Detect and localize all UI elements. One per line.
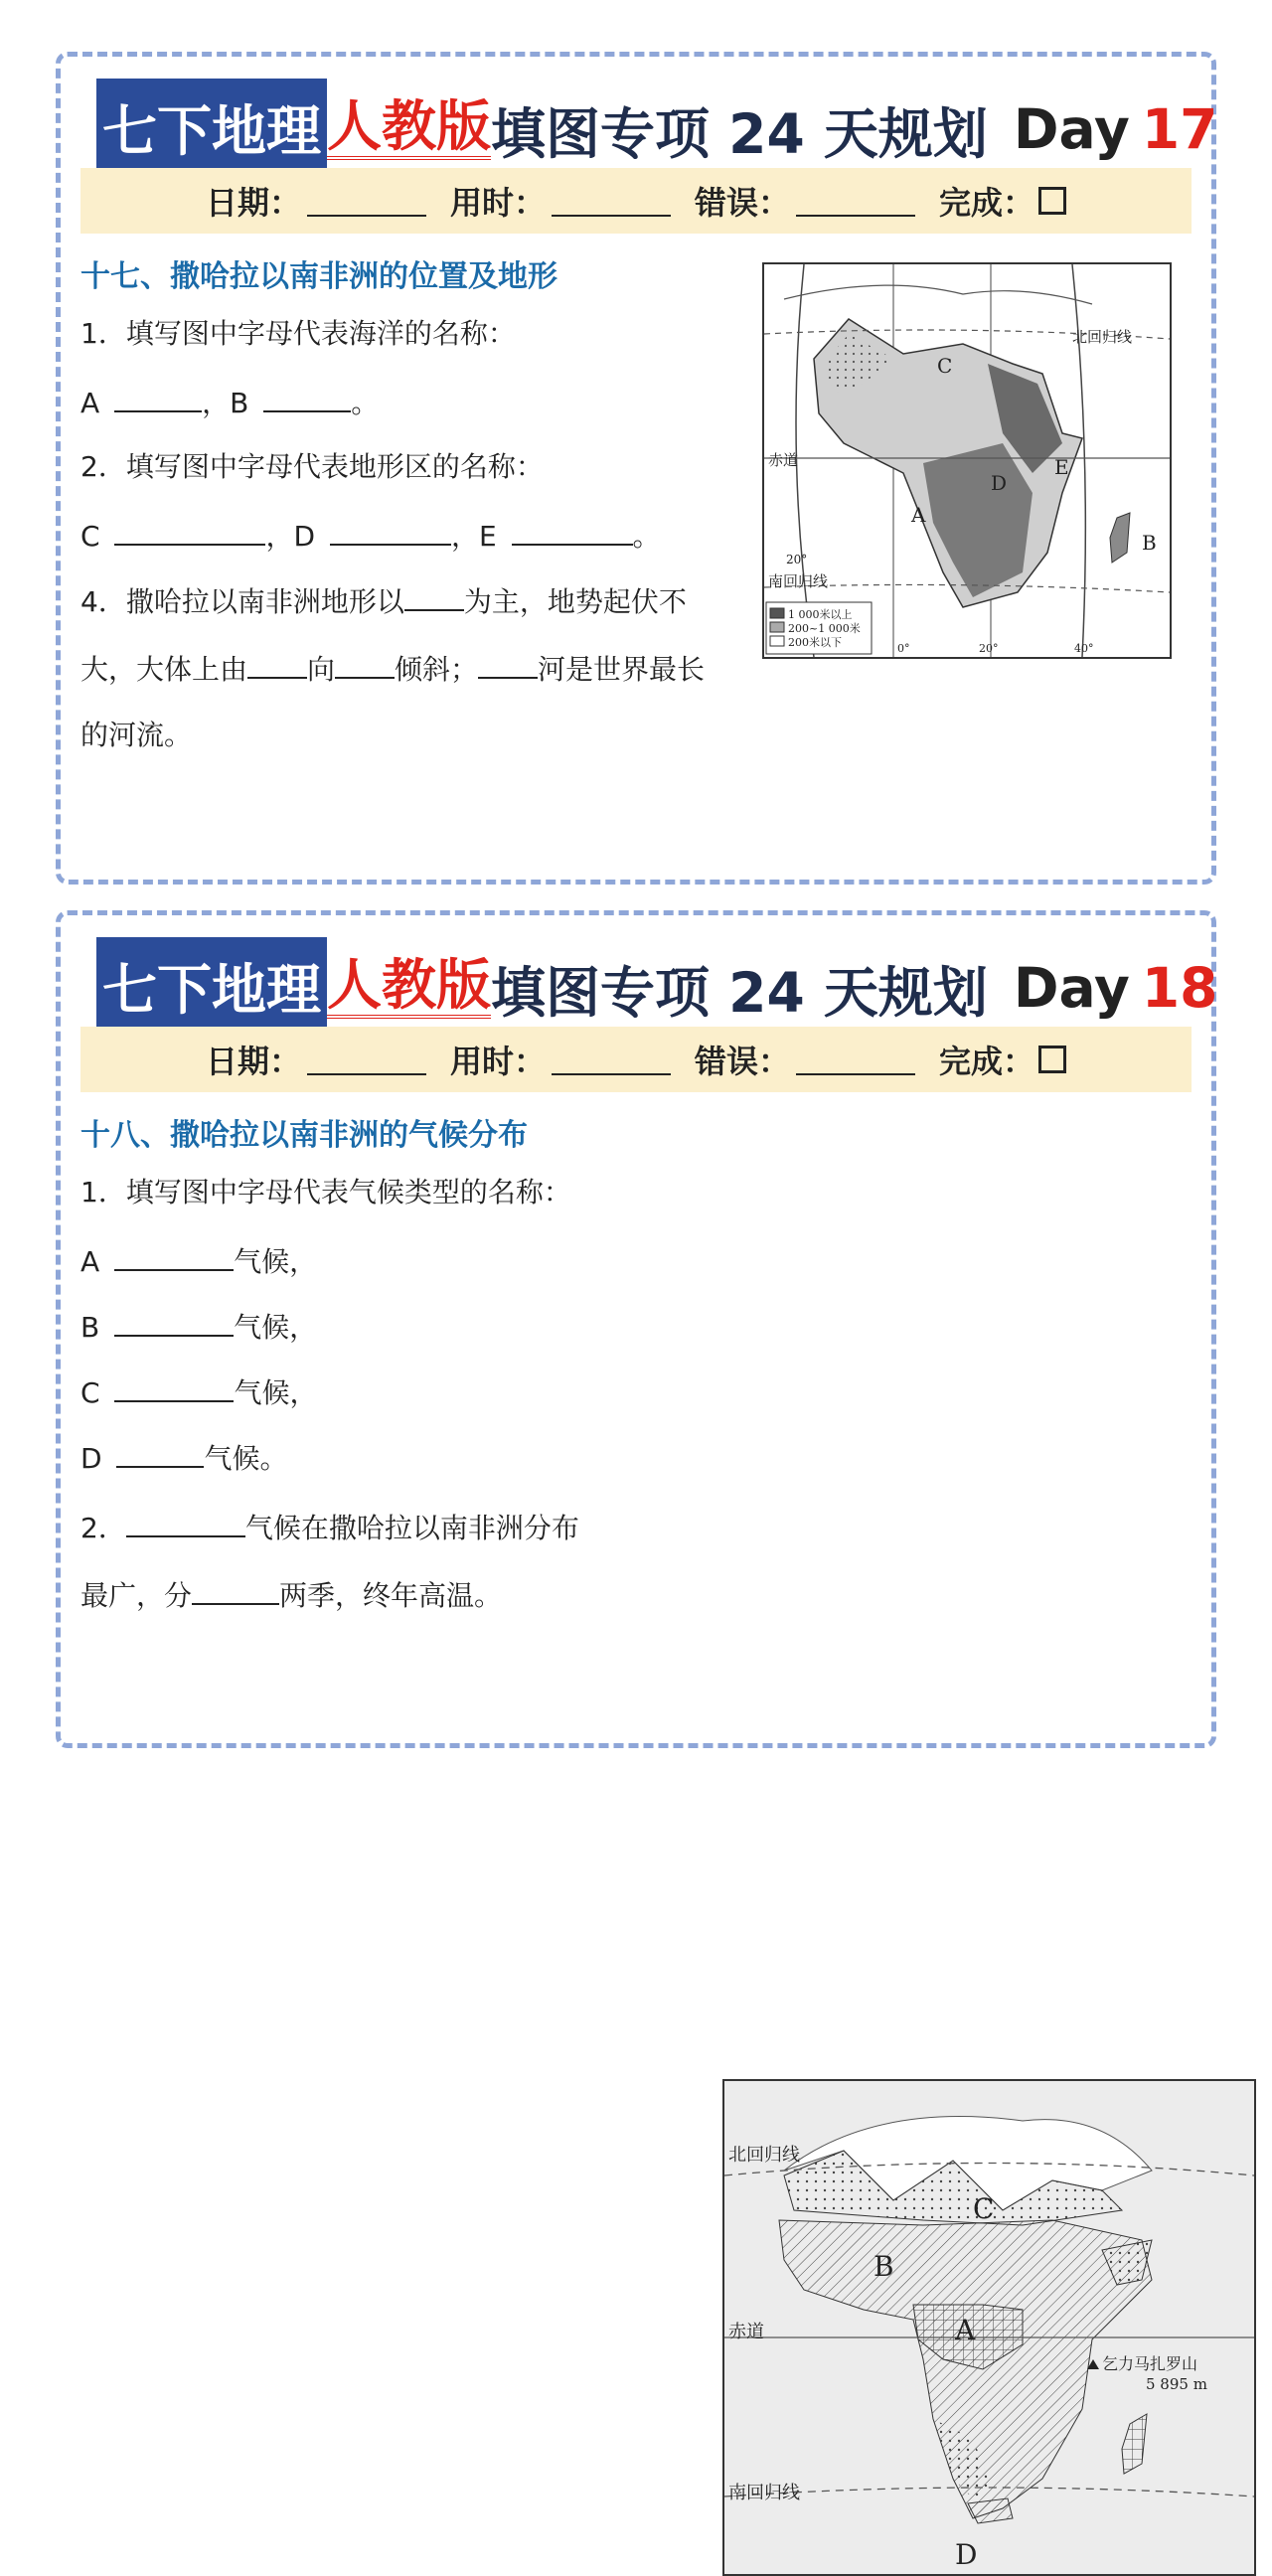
q2-text-3: 最广，分	[80, 1579, 193, 1612]
page-title	[96, 90, 1217, 168]
title-day-word: Day	[1013, 956, 1130, 1020]
section-heading: 十七、撒哈拉以南非洲的位置及地形	[80, 259, 557, 294]
equator-label: 赤道	[728, 2322, 764, 2342]
climate-row-c	[80, 1374, 317, 1410]
question-4-line3: 的河流。	[80, 719, 193, 751]
climate-map-svg	[724, 2081, 1254, 2574]
question-2-line1	[80, 1510, 579, 1545]
mountain-height: 5 895 m	[1146, 2375, 1207, 2393]
label-b: B	[1142, 531, 1157, 555]
lon-20: 20°	[979, 642, 999, 655]
lon-40: 40°	[1074, 642, 1094, 655]
letter-d: ，D	[265, 520, 316, 553]
legend-mid: 200~1 000米	[788, 622, 861, 635]
title-part2: 人教版	[327, 94, 492, 159]
q2-text-4: 两季，终年高温。	[279, 1579, 503, 1612]
suffix-a: 气候，	[234, 1245, 318, 1278]
blank-a[interactable]	[114, 385, 202, 412]
q4-text-3: 大，大体上由	[80, 653, 248, 686]
worksheet-day17	[56, 52, 1216, 885]
label-a: A	[911, 503, 926, 527]
blank-to[interactable]	[335, 651, 395, 679]
blank-river[interactable]	[478, 651, 538, 679]
title-part3: 填图专项 24 天规划	[491, 101, 988, 166]
question-1: 1．填写图中字母代表海洋的名称：	[80, 317, 516, 350]
suffix-b: 气候，	[234, 1311, 318, 1344]
label-a: A	[955, 2314, 976, 2346]
blank-a[interactable]	[114, 1243, 234, 1271]
label-c: C	[973, 2192, 995, 2225]
letter-c: C	[80, 520, 100, 553]
time-blank[interactable]	[552, 1044, 671, 1075]
climate-row-d	[80, 1440, 287, 1476]
errors-label: 错误：	[695, 184, 791, 222]
record-bar	[80, 1027, 1192, 1092]
letter-b: B	[80, 1311, 100, 1344]
legend-high: 1 000米以上	[788, 608, 853, 621]
lon-0: 0°	[897, 642, 910, 655]
question-1-answer-line	[80, 385, 379, 420]
time-label: 用时：	[449, 184, 546, 222]
title-day-number: 17	[1141, 97, 1218, 161]
label-d: D	[955, 2538, 978, 2571]
date-label: 日期：	[205, 184, 301, 222]
title-part1: 七下地理	[96, 79, 327, 174]
question-2-answer-line	[80, 518, 661, 554]
blank-e[interactable]	[512, 518, 633, 546]
suffix-c: 气候，	[234, 1376, 318, 1409]
label-c: C	[937, 354, 953, 378]
q4-text-4: 向	[307, 653, 336, 686]
title-part1: 七下地理	[96, 937, 327, 1033]
blank-b[interactable]	[114, 1309, 234, 1337]
blank-widest[interactable]	[126, 1510, 245, 1537]
question-4-line1	[80, 583, 687, 619]
blank-terrain[interactable]	[404, 583, 464, 611]
tropic-north-label: 北回归线	[1072, 328, 1133, 346]
suffix-d: 气候。	[204, 1442, 288, 1475]
title-part2: 人教版	[327, 953, 492, 1018]
errors-label: 错误：	[695, 1043, 791, 1080]
period: 。	[351, 387, 380, 419]
title-day-word: Day	[1013, 97, 1130, 161]
climate-row-b	[80, 1309, 317, 1345]
done-checkbox[interactable]	[1038, 187, 1066, 215]
errors-blank[interactable]	[796, 1044, 915, 1075]
blank-from[interactable]	[247, 651, 307, 679]
blank-d[interactable]	[116, 1440, 204, 1468]
label-e: E	[1054, 455, 1069, 479]
section-heading: 十八、撒哈拉以南非洲的气候分布	[80, 1118, 528, 1153]
worksheet-day18	[56, 910, 1218, 2571]
terrain-map-svg	[764, 264, 1170, 657]
blank-b[interactable]	[263, 385, 351, 412]
date-blank[interactable]	[307, 1044, 426, 1075]
tropic-north-label: 北回归线	[728, 2145, 800, 2166]
page-title	[96, 949, 1217, 1027]
time-blank[interactable]	[552, 185, 671, 217]
letter-c: C	[80, 1376, 100, 1409]
blank-c[interactable]	[114, 518, 265, 546]
time-label: 用时：	[449, 1043, 546, 1080]
done-checkbox[interactable]	[1038, 1046, 1066, 1073]
title-part3: 填图专项 24 天规划	[491, 960, 988, 1025]
letter-a: A	[80, 387, 100, 419]
date-blank[interactable]	[307, 185, 426, 217]
q4-text-6: 河是世界最长	[538, 653, 706, 686]
climate-row-a	[80, 1243, 317, 1279]
letter-b: ，B	[202, 387, 249, 419]
period: 。	[632, 520, 661, 553]
letter-d: D	[80, 1442, 102, 1475]
done-label: 完成：	[939, 1043, 1035, 1080]
question-4-line2	[80, 651, 705, 687]
blank-d[interactable]	[330, 518, 451, 546]
date-label: 日期：	[205, 1043, 301, 1080]
label-d: D	[991, 471, 1008, 495]
tropic-south-label: 南回归线	[768, 572, 829, 590]
q2-text-2: 气候在撒哈拉以南非洲分布	[244, 1512, 579, 1544]
letter-e: ，E	[450, 520, 497, 553]
q4-text-5: 倾斜；	[395, 653, 479, 686]
record-bar	[80, 168, 1192, 234]
africa-climate-map	[722, 2079, 1256, 2576]
equator-label: 赤道	[768, 451, 799, 469]
letter-a: A	[80, 1245, 100, 1278]
q4-text-1: 4．撒哈拉以南非洲地形以	[80, 585, 404, 618]
done-label: 完成：	[939, 184, 1035, 222]
blank-c[interactable]	[114, 1374, 234, 1402]
question-2-line2	[80, 1577, 502, 1613]
lat20-label: 20°	[786, 553, 808, 566]
legend-low: 200米以下	[788, 636, 842, 649]
question-2: 2．填写图中字母代表地形区的名称：	[80, 450, 544, 483]
tropic-south-label: 南回归线	[728, 2483, 800, 2503]
blank-seasons[interactable]	[192, 1577, 279, 1605]
q4-text-2: 为主，地势起伏不	[463, 585, 687, 618]
mountain-name: 乞力马扎罗山	[1102, 2354, 1198, 2373]
q2-text-1: 2．	[80, 1512, 126, 1544]
errors-blank[interactable]	[796, 185, 915, 217]
title-day-number: 18	[1141, 956, 1218, 1020]
question-1: 1．填写图中字母代表气候类型的名称：	[80, 1176, 571, 1208]
africa-terrain-map	[762, 262, 1172, 659]
label-b: B	[874, 2250, 894, 2283]
